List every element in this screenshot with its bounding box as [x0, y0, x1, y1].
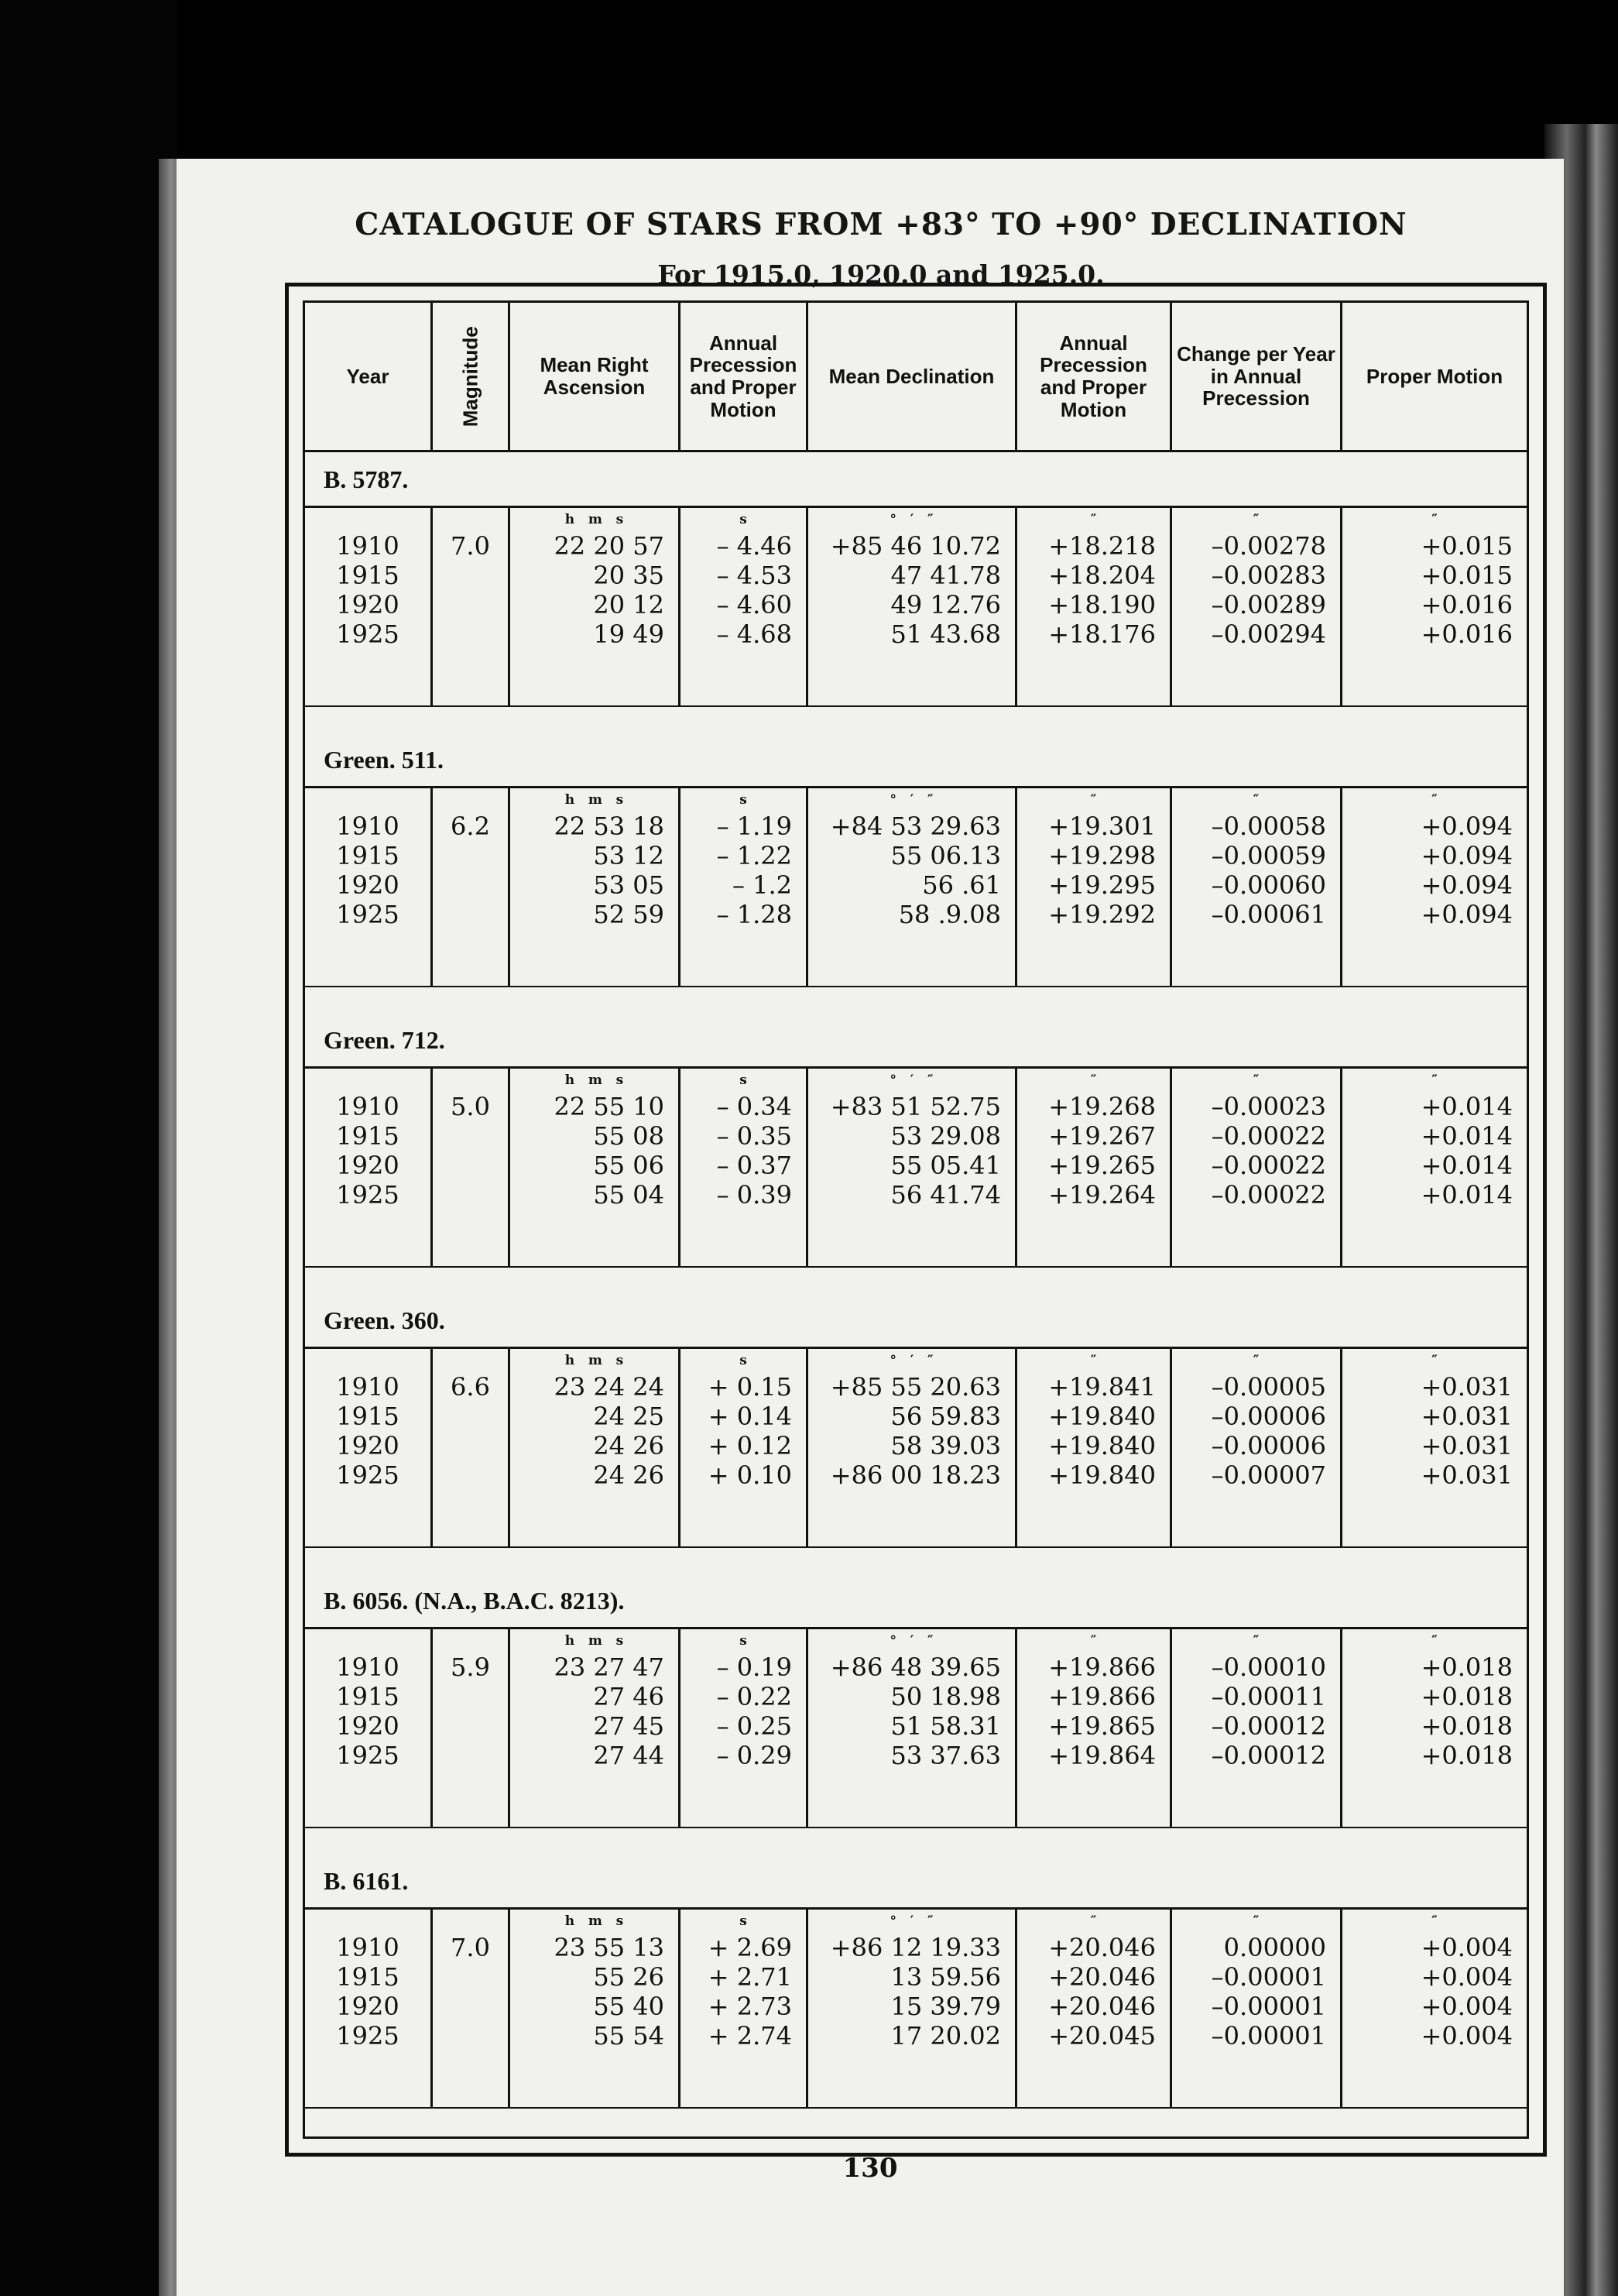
- column-magnitude-value: [433, 788, 510, 986]
- column-magnitude-value: [433, 1349, 510, 1546]
- star-entry: [305, 450, 1527, 730]
- unit-label: ″: [1431, 1353, 1438, 1368]
- proper-motion-values: +0.094 +0.094 +0.094 +0.094: [1421, 812, 1513, 929]
- year-values: 1910 1915 1920 1925: [336, 812, 399, 929]
- book-page: [177, 159, 1564, 2296]
- unit-label: ° ′ ″: [890, 1913, 934, 1929]
- table-header: [305, 303, 1527, 452]
- column-dec-precession-values: [1017, 1629, 1172, 1827]
- column-dec-precession-values: [1017, 1910, 1172, 2107]
- dec-precession-values: +19.866 +19.866 +19.865 +19.864: [1048, 1653, 1156, 1770]
- star-entry: [305, 1852, 1527, 2132]
- dec-precession-values: +20.046 +20.046 +20.046 +20.045: [1048, 1933, 1156, 2051]
- unit-label: h m s: [564, 1633, 624, 1649]
- column-proper-motion-values: [1342, 788, 1527, 986]
- star-entry: [305, 1291, 1527, 1571]
- column-ra-precession-values: [680, 788, 808, 986]
- unit-label: ° ′ ″: [890, 792, 934, 808]
- star-name: B. 5787.: [324, 465, 409, 493]
- column-dec-precession-values: [1017, 1069, 1172, 1266]
- unit-label: ″: [1090, 1633, 1097, 1649]
- magnitude-value: 6.6: [451, 1372, 490, 1402]
- unit-label: ″: [1431, 1913, 1438, 1929]
- unit-label: ″: [1253, 1353, 1260, 1368]
- star-data-row: [305, 1907, 1527, 2109]
- change-precession-values: –0.00058 –0.00059 –0.00060 –0.00061: [1211, 812, 1326, 929]
- unit-label: h m s: [564, 1913, 624, 1929]
- column-ra-precession-values: [680, 1069, 808, 1266]
- right-ascension-values: 22 55 10 55 08 55 06 55 04: [554, 1092, 664, 1210]
- declination-values: +85 46 10.72 47 41.78 49 12.76 51 43.68: [830, 531, 1001, 649]
- column-right-ascension-values: [510, 1910, 680, 2107]
- column-proper-motion-values: [1342, 1629, 1527, 1827]
- header-year: Year: [305, 303, 433, 450]
- unit-label: ″: [1253, 1633, 1260, 1649]
- star-name: Green. 360.: [324, 1306, 445, 1334]
- column-declination-values: [808, 1629, 1017, 1827]
- ra-precession-values: + 2.69 + 2.71 + 2.73 + 2.74: [708, 1933, 792, 2051]
- star-entry: [305, 1011, 1527, 1291]
- unit-label: ″: [1431, 512, 1438, 527]
- header-right-ascension: Mean Right Ascension: [510, 303, 680, 450]
- declination-values: +83 51 52.75 53 29.08 55 05.41 56 41.74: [830, 1092, 1001, 1210]
- unit-label: ″: [1431, 1072, 1438, 1088]
- right-ascension-values: 23 24 24 24 25 24 26 24 26: [554, 1372, 664, 1490]
- column-ra-precession-values: [680, 508, 808, 705]
- declination-values: +85 55 20.63 56 59.83 58 39.03 +86 00 18.23: [830, 1372, 1001, 1490]
- unit-label: s: [739, 512, 747, 527]
- book-cover: [0, 0, 178, 2296]
- proper-motion-values: +0.031 +0.031 +0.031 +0.031: [1421, 1372, 1513, 1490]
- proper-motion-values: +0.014 +0.014 +0.014 +0.014: [1421, 1092, 1513, 1210]
- header-proper-motion: Proper Motion: [1366, 364, 1503, 388]
- unit-label: ″: [1253, 792, 1260, 808]
- declination-values: +86 12 19.33 13 59.56 15 39.79 17 20.02: [830, 1933, 1001, 2051]
- page-subtitle: For 1915.0, 1920.0 and 1925.0.: [657, 259, 1105, 290]
- dec-precession-values: +18.218 +18.204 +18.190 +18.176: [1048, 531, 1156, 649]
- unit-label: ″: [1253, 512, 1260, 527]
- column-declination-values: [808, 1349, 1017, 1546]
- column-declination-values: [808, 1910, 1017, 2107]
- unit-label: ″: [1090, 792, 1097, 808]
- column-right-ascension-values: [510, 1069, 680, 1266]
- catalogue-table: [285, 283, 1547, 2157]
- column-change-precession-values: [1172, 508, 1342, 705]
- column-ra-precession-values: [680, 1910, 808, 2107]
- column-dec-precession-values: [1017, 1349, 1172, 1546]
- column-magnitude-value: [433, 1629, 510, 1827]
- column-right-ascension-values: [510, 788, 680, 986]
- header-magnitude: Magnitude: [433, 303, 510, 450]
- magnitude-value: 5.9: [451, 1653, 490, 1682]
- magnitude-value: 6.2: [451, 812, 490, 841]
- unit-label: ″: [1253, 1913, 1260, 1929]
- proper-motion-values: +0.004 +0.004 +0.004 +0.004: [1421, 1933, 1513, 2051]
- unit-label: ″: [1090, 512, 1097, 527]
- right-ascension-values: 23 55 13 55 26 55 40 55 54: [554, 1933, 664, 2051]
- dec-precession-values: +19.841 +19.840 +19.840 +19.840: [1048, 1372, 1156, 1490]
- change-precession-values: –0.00023 –0.00022 –0.00022 –0.00022: [1211, 1092, 1326, 1210]
- column-proper-motion-values: [1342, 508, 1527, 705]
- ra-precession-values: – 4.46 – 4.53 – 4.60 – 4.68: [716, 531, 792, 649]
- page-title: CATALOGUE OF STARS FROM +83° TO +90° DECLINATION: [355, 207, 1407, 242]
- year-values: 1910 1915 1920 1925: [336, 1933, 399, 2051]
- star-entry: [305, 1571, 1527, 1852]
- proper-motion-values: +0.015 +0.015 +0.016 +0.016: [1421, 531, 1513, 649]
- unit-label: s: [739, 1072, 747, 1088]
- column-dec-precession-values: [1017, 508, 1172, 705]
- declination-values: +86 48 39.65 50 18.98 51 58.31 53 37.63: [830, 1653, 1001, 1770]
- column-ra-precession-values: [680, 1349, 808, 1546]
- column-change-precession-values: [1172, 1910, 1342, 2107]
- column-ra-precession-values: [680, 1629, 808, 1827]
- unit-label: s: [739, 1353, 747, 1368]
- dec-precession-values: +19.301 +19.298 +19.295 +19.292: [1048, 812, 1156, 929]
- declination-values: +84 53 29.63 55 06.13 56 .61 58 .9.08: [830, 812, 1001, 929]
- column-year-values: [305, 1349, 433, 1546]
- star-data-row: [305, 786, 1527, 987]
- change-precession-values: 0.00000 –0.00001 –0.00001 –0.00001: [1211, 1933, 1326, 2051]
- star-name: Green. 712.: [324, 1026, 445, 1054]
- column-right-ascension-values: [510, 1629, 680, 1827]
- star-entry: [305, 730, 1527, 1011]
- ra-precession-values: + 0.15 + 0.14 + 0.12 + 0.10: [708, 1372, 792, 1490]
- star-data-row: [305, 1066, 1527, 1268]
- column-declination-values: [808, 508, 1017, 705]
- unit-label: s: [739, 1913, 747, 1929]
- ra-precession-values: – 1.19 – 1.22 – 1.2 – 1.28: [716, 812, 792, 929]
- column-year-values: [305, 1910, 433, 2107]
- dec-precession-values: +19.268 +19.267 +19.265 +19.264: [1048, 1092, 1156, 1210]
- column-magnitude-value: [433, 1069, 510, 1266]
- unit-label: s: [739, 1633, 747, 1649]
- header-ra-precession: Annual Precession and Proper Motion: [680, 303, 808, 450]
- header-declination: Mean Declination: [808, 303, 1017, 450]
- star-data-row: [305, 506, 1527, 707]
- year-values: 1910 1915 1920 1925: [336, 531, 399, 649]
- header-change-precession: Change per Year in Annual Precession: [1172, 303, 1342, 450]
- unit-label: ° ′ ″: [890, 1633, 934, 1649]
- magnitude-value: 5.0: [451, 1092, 490, 1121]
- unit-label: h m s: [564, 1353, 624, 1368]
- unit-label: s: [739, 792, 747, 808]
- proper-motion-values: +0.018 +0.018 +0.018 +0.018: [1421, 1653, 1513, 1770]
- page-number: 130: [842, 2153, 898, 2184]
- column-change-precession-values: [1172, 1069, 1342, 1266]
- column-year-values: [305, 1629, 433, 1827]
- column-change-precession-values: [1172, 788, 1342, 986]
- unit-label: ″: [1431, 1633, 1438, 1649]
- unit-label: h m s: [564, 1072, 624, 1088]
- column-year-values: [305, 1069, 433, 1266]
- column-right-ascension-values: [510, 1349, 680, 1546]
- column-year-values: [305, 508, 433, 705]
- ra-precession-values: – 0.19 – 0.22 – 0.25 – 0.29: [716, 1653, 792, 1770]
- unit-label: ° ′ ″: [890, 1353, 934, 1368]
- header-dec-precession: Annual Precession and Proper Motion: [1017, 303, 1172, 450]
- column-proper-motion-values: [1342, 1349, 1527, 1546]
- unit-label: ″: [1090, 1913, 1097, 1929]
- column-declination-values: [808, 1069, 1017, 1266]
- unit-label: ″: [1253, 1072, 1260, 1088]
- star-data-row: [305, 1347, 1527, 1548]
- unit-label: ° ′ ″: [890, 512, 934, 527]
- change-precession-values: –0.00010 –0.00011 –0.00012 –0.00012: [1211, 1653, 1326, 1770]
- right-ascension-values: 22 20 57 20 35 20 12 19 49: [554, 531, 664, 649]
- column-year-values: [305, 788, 433, 986]
- year-values: 1910 1915 1920 1925: [336, 1653, 399, 1770]
- column-magnitude-value: [433, 1910, 510, 2107]
- star-name: Green. 511.: [324, 746, 444, 774]
- column-magnitude-value: [433, 508, 510, 705]
- unit-label: h m s: [564, 792, 624, 808]
- magnitude-value: 7.0: [451, 1933, 490, 1962]
- star-name: B. 6056. (N.A., B.A.C. 8213).: [324, 1587, 625, 1615]
- change-precession-values: –0.00005 –0.00006 –0.00006 –0.00007: [1211, 1372, 1326, 1490]
- column-proper-motion-values: [1342, 1910, 1527, 2107]
- column-right-ascension-values: [510, 508, 680, 705]
- unit-label: ″: [1431, 792, 1438, 808]
- column-change-precession-values: [1172, 1629, 1342, 1827]
- column-declination-values: [808, 788, 1017, 986]
- table-inner-frame: [303, 300, 1529, 2139]
- year-values: 1910 1915 1920 1925: [336, 1092, 399, 1210]
- star-name: B. 6161.: [324, 1867, 409, 1895]
- column-proper-motion-values: [1342, 1069, 1527, 1266]
- column-change-precession-values: [1172, 1349, 1342, 1546]
- unit-label: ″: [1090, 1353, 1097, 1368]
- magnitude-value: 7.0: [451, 531, 490, 561]
- right-ascension-values: 22 53 18 53 12 53 05 52 59: [554, 812, 664, 929]
- right-ascension-values: 23 27 47 27 46 27 45 27 44: [554, 1653, 664, 1770]
- column-dec-precession-values: [1017, 788, 1172, 986]
- unit-label: h m s: [564, 512, 624, 527]
- ra-precession-values: – 0.34 – 0.35 – 0.37 – 0.39: [716, 1092, 792, 1210]
- star-data-row: [305, 1627, 1527, 1828]
- unit-label: ° ′ ″: [890, 1072, 934, 1088]
- change-precession-values: –0.00278 –0.00283 –0.00289 –0.00294: [1211, 531, 1326, 649]
- unit-label: ″: [1090, 1072, 1097, 1088]
- year-values: 1910 1915 1920 1925: [336, 1372, 399, 1490]
